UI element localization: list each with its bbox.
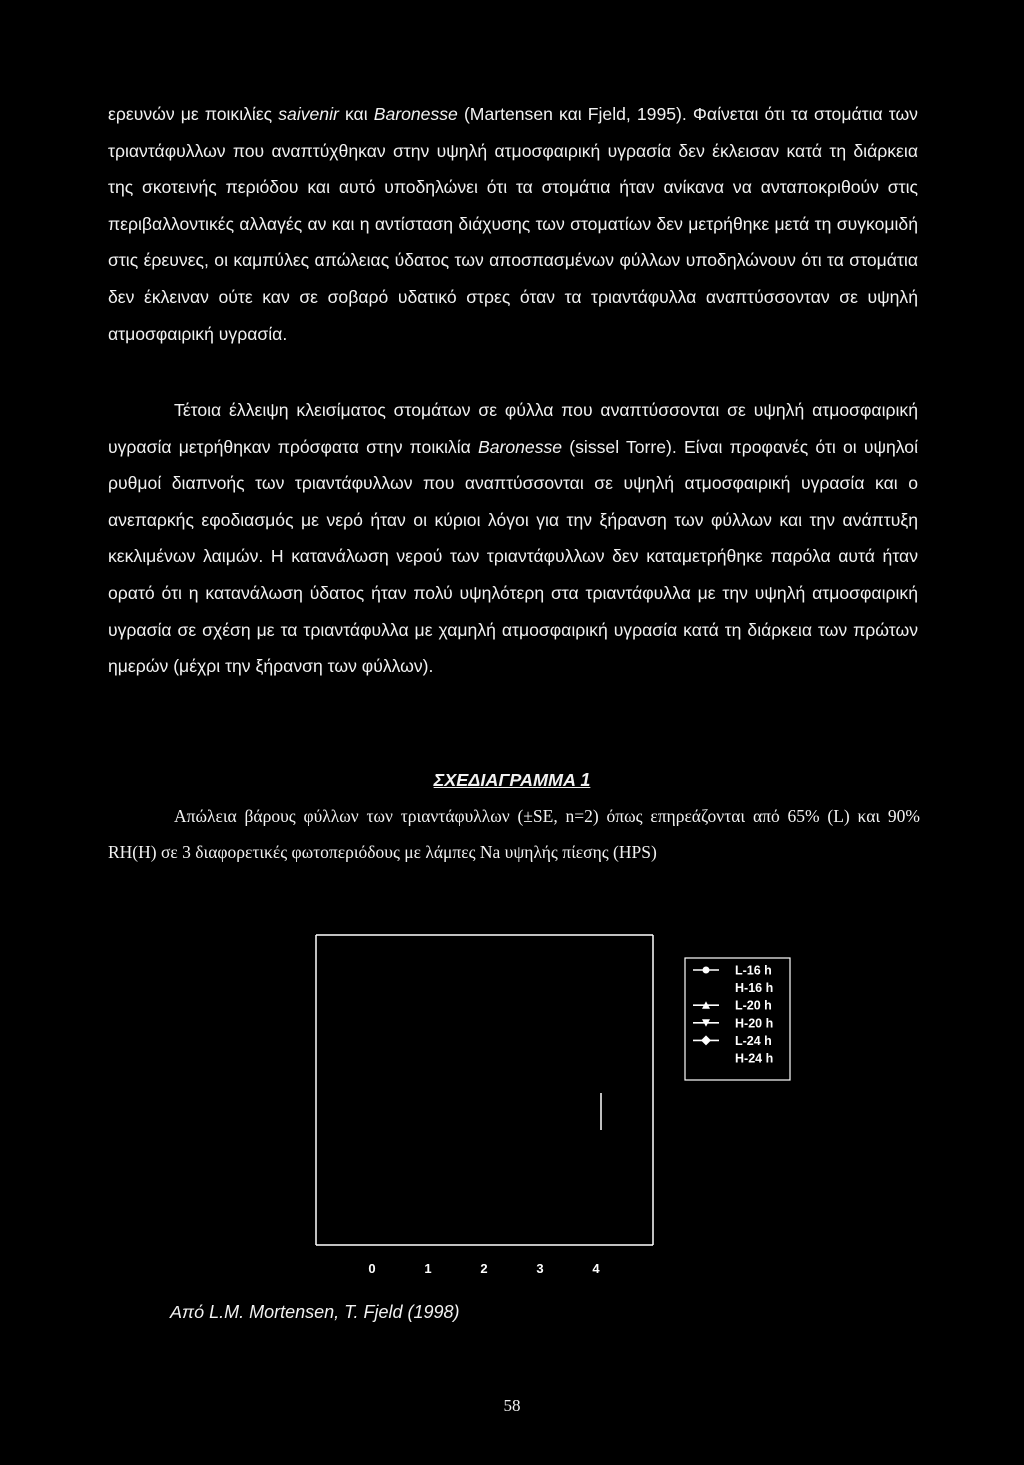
page-number: 58 — [503, 1396, 521, 1415]
paragraph-text: (Martensen και Fjeld, 1995). — [457, 104, 687, 124]
legend-entry — [693, 1016, 773, 1030]
x-tick-label: 1 — [424, 1261, 432, 1276]
x-tick-labels — [368, 1261, 600, 1276]
x-tick-label: 2 — [480, 1261, 488, 1276]
variety-name: saivenir — [278, 104, 339, 124]
legend-entry — [693, 999, 772, 1013]
legend-entry — [693, 964, 772, 978]
legend-label: L-20 h — [735, 998, 772, 1013]
legend-label: H-20 h — [735, 1016, 774, 1031]
legend-label: H-16 h — [735, 981, 774, 996]
paragraph-text: και — [338, 104, 374, 124]
legend-label: H-24 h — [735, 1051, 774, 1066]
plot-frame — [316, 935, 653, 1245]
paragraph-text: Τέτοια έλλειψη κλεισίματος στομάτων σε φύλλα που αναπτύσσονται σε υψηλή ατμοσφαιρική υγρασία μετρήθηκαν πρόσφατα στην ποικιλία — [108, 400, 918, 457]
paragraph-text: Φαίνεται ότι τα στομάτια των τριαντάφυλλων που αναπτύχθηκαν στην υψηλή ατμοσφαιρική υγρασία δεν έκλεισαν κατά τη διάρκεια της σκοτεινής περιόδου και αυτό υποδηλώνει ότι τα στομάτια ήταν ανίκανα να ανταποκριθούν στις περιβαλλοντικές αλλαγές αν και η αντίσταση διάχυσης των στοματίων δεν μετρήθηκε μετά τη συγκομιδή στις έρευνες, οι καμπύλες απώλειας ύδατος των αποσπασμένων φύλλων υποδηλώνουν ότι τα στομάτια δεν έκλειναν ούτε καν σε σοβαρό υδατικό στρες όταν τα τριαντάφυλλα αναπτύσσονταν σε υψηλή ατμοσφαιρική υγρασία. — [108, 104, 918, 344]
legend-entry — [693, 1034, 772, 1048]
legend-label: L-24 h — [735, 1033, 772, 1048]
legend-marker — [703, 967, 710, 974]
paragraph-text: ερευνών με ποικιλίες — [108, 104, 279, 124]
variety-name: Baronesse — [477, 436, 563, 457]
legend-label: L-16 h — [735, 963, 772, 978]
legend-entry — [735, 981, 773, 995]
legend-marker — [701, 1035, 711, 1045]
figure-title: ΣΧΕΔΙΑΓΡΑΜΜΑ 1 — [433, 770, 591, 790]
legend — [693, 964, 773, 1066]
figure-source: Από L.M. Mortensen, T. Fjeld (1998) — [170, 1302, 460, 1322]
paragraph-text: (sissel Torre). Είναι προφανές ότι οι υψηλοί ρυθμοί διαπνοής των τριαντάφυλλων που αναπτύσσονται σε υψηλή ατμοσφαιρική υγρασία και ο ανεπαρκής εφοδιασμός με νερό ήταν οι κύριοι λόγοι για την ξήρανση των φύλλων και την ανάπτυξη κεκλιμένων λαιμών. Η κατανάλωση νερού των τριαντάφυλλων δεν καταμετρήθηκε παρόλα αυτά ήταν ορατό ότι η κατανάλωση ύδατος ήταν πολύ υψηλότερη στα τριαντάφυλλα με την υψηλή ατμοσφαιρική υγρασία σε σχέση με τα τριαντάφυλλα με χαμηλή ατμοσφαιρική υγρασία κατά τη διάρκεια των πρώτων ημερών (μέχρι την ξήρανση των φύλλων). — [108, 436, 918, 677]
x-tick-label: 0 — [368, 1261, 376, 1276]
variety-name: Baronesse — [373, 104, 458, 124]
x-tick-label: 4 — [592, 1261, 600, 1276]
legend-entry — [735, 1052, 773, 1066]
x-tick-label: 3 — [536, 1261, 544, 1276]
figure-caption: Απώλεια βάρους φύλλων των τριαντάφυλλων (±SE, n=2) όπως επηρεάζονται από 65% (L) και 90% RH(H) σε 3 διαφορετικές φωτοπεριόδους με λάμπες Na υψηλής πίεσης (HPS) — [108, 806, 920, 862]
